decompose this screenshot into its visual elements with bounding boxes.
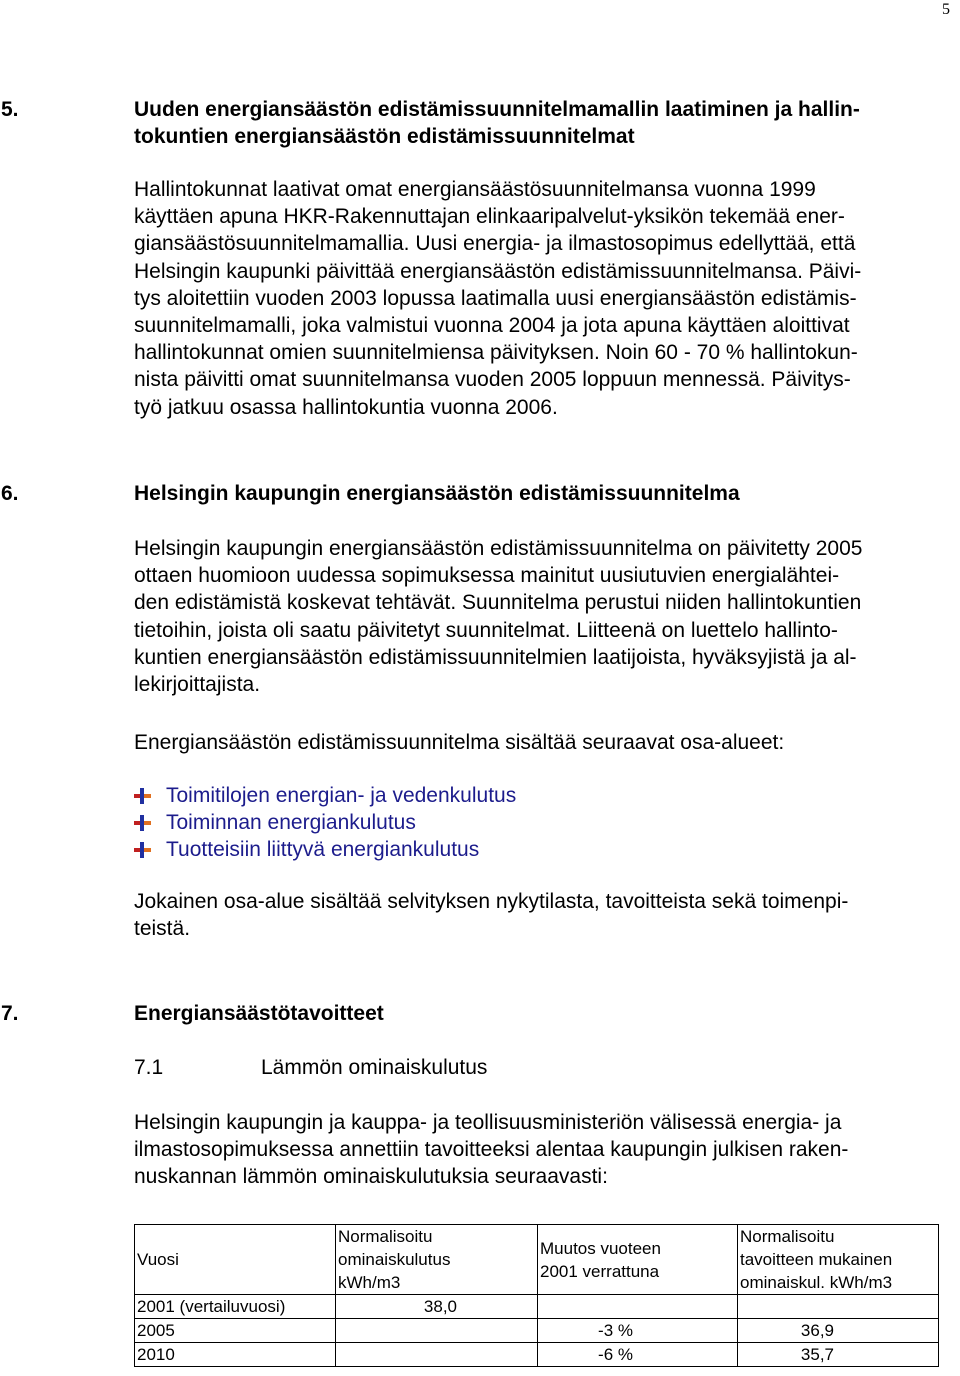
- subsection-number: 7.1: [134, 1056, 164, 1079]
- arrow-bullet-icon: [134, 815, 151, 831]
- heat-consumption-table: [134, 1224, 939, 1367]
- body-line: nista päivitti omat suunnitelmansa vuoden 2005 loppuun mennessä. Päivitys-: [134, 368, 851, 392]
- body-line: nuskannan lämmön ominaiskulutuksia seuraavasti:: [134, 1165, 608, 1189]
- table-cell: [738, 1295, 939, 1319]
- bullet-text: Tuotteisiin liittyvä energiankulutus: [166, 837, 480, 861]
- header-text: Vuosi: [137, 1250, 179, 1269]
- body-line: tys aloitettiin vuoden 2003 lopussa laatimalla uusi energiansäästön edistämis-: [134, 286, 857, 310]
- list-item: [134, 809, 516, 836]
- body-line: ilmastosopimuksessa annettiin tavoitteeksi alentaa kaupungin julkisen raken-: [134, 1138, 849, 1162]
- body-line: Helsingin kaupungin energiansäästön edistämissuunnitelma on päivitetty 2005: [134, 537, 863, 560]
- page-number: 5: [942, 1, 950, 18]
- header-text: 2001 verrattuna: [540, 1261, 660, 1281]
- table-header-cell: [538, 1225, 738, 1295]
- section5-title-line: tokuntien energiansäästön edistämissuunnitelmat: [134, 125, 635, 148]
- bullet-text: Toiminnan energiankulutus: [166, 810, 416, 834]
- body-line: suunnitelmamalli, joka valmistui vuonna 2004 ja jota apuna käyttäen aloittivat: [134, 314, 850, 338]
- table-header-cell: [336, 1225, 538, 1295]
- section6-title: Helsingin kaupungin energiansäästön edistämissuunnitelma: [134, 482, 740, 505]
- header-text: Normalisoitu: [740, 1227, 835, 1246]
- table-cell: 2001 (vertailuvuosi): [135, 1295, 336, 1319]
- table-cell: 36,9: [738, 1319, 939, 1343]
- section6-paragraph-2: Energiansäästön edistämissuunnitelma sisältää seuraavat osa-alueet:: [134, 731, 785, 754]
- arrow-bullet-icon: [134, 842, 151, 858]
- subsection-title: Lämmön ominaiskulutus: [261, 1056, 488, 1079]
- header-text: Normalisoitu: [338, 1227, 433, 1246]
- section7-paragraph: [134, 1109, 848, 1191]
- body-line: den edistämistä koskevat tehtävät. Suunnitelma perustui niiden hallintokuntien: [134, 591, 862, 615]
- bullet-text: Toimitilojen energian- ja vedenkulutus: [166, 783, 517, 807]
- section5-body: [134, 176, 861, 421]
- body-line: työ jatkuu osassa hallintokuntia vuonna 2006.: [134, 395, 558, 419]
- table-row: [135, 1319, 939, 1343]
- table-cell: 2010: [135, 1343, 336, 1367]
- table-cell: 35,7: [738, 1343, 939, 1367]
- table-cell: -6 %: [538, 1343, 738, 1367]
- section6-paragraph-1: [134, 535, 862, 698]
- table-row: [135, 1343, 939, 1367]
- body-line: Helsingin kaupungin ja kauppa- ja teollisuusministeriön välisessä energia- ja: [134, 1111, 842, 1134]
- section7-number: 7.: [1, 1002, 19, 1025]
- body-line: hallintokunnat omien suunnitelmiensa päivityksen. Noin 60 - 70 % hallintokun-: [134, 341, 858, 365]
- table-cell: 2005: [135, 1319, 336, 1343]
- section6-paragraph-3: [134, 888, 848, 942]
- section7-title: Energiansäästötavoitteet: [134, 1002, 384, 1025]
- arrow-bullet-icon: [134, 788, 151, 804]
- body-line: Hallintokunnat laativat omat energiansäästösuunnitelmansa vuonna 1999: [134, 178, 816, 201]
- header-text: ominaiskul. kWh/m3: [740, 1273, 893, 1292]
- body-line: kuntien energiansäästön edistämissuunnitelmien laatijoista, hyväksyjistä ja al-: [134, 645, 857, 669]
- body-line: Helsingin kaupunki päivittää energiansäästön edistämissuunnitelmansa. Päivi-: [134, 259, 862, 283]
- section6-number: 6.: [1, 482, 19, 505]
- table-row: [135, 1295, 939, 1319]
- table-header-row: [135, 1225, 939, 1295]
- header-text: Muutos vuoteen: [540, 1238, 661, 1258]
- body-line: ottaen huomioon uudessa sopimuksessa mainitut uusiutuvien energialähtei-: [134, 564, 840, 588]
- table-header-cell: [738, 1225, 939, 1295]
- list-item: [134, 782, 516, 809]
- list-item: [134, 836, 516, 863]
- section5-title-line: Uuden energiansäästön edistämissuunnitelmamallin laatiminen ja hallin-: [134, 98, 860, 121]
- table-cell: 38,0: [336, 1295, 538, 1319]
- table-header-cell: [135, 1225, 336, 1295]
- body-line: lekirjoittajista.: [134, 673, 261, 697]
- body-line: teistä.: [134, 917, 191, 941]
- table-cell: [336, 1343, 538, 1367]
- table-cell: [336, 1319, 538, 1343]
- section5-number: 5.: [1, 98, 19, 121]
- body-line: Jokainen osa-alue sisältää selvityksen nykytilasta, tavoitteista sekä toimenpi-: [134, 890, 849, 913]
- section5-title: [134, 96, 860, 150]
- header-text: ominaiskulutus: [338, 1250, 451, 1269]
- body-line: tietoihin, joista oli saatu päivitetyt suunnitelmat. Liitteenä on luettelo hallinto-: [134, 618, 838, 642]
- body-line: käyttäen apuna HKR-Rakennuttajan elinkaaripalvelut-yksikön tekemää ener-: [134, 205, 845, 229]
- header-text: kWh/m3: [338, 1273, 401, 1292]
- header-text: tavoitteen mukainen: [740, 1250, 893, 1269]
- area-bullet-list: [134, 782, 516, 863]
- table-cell: [538, 1295, 738, 1319]
- body-line: giansäästösuunnitelmamallia. Uusi energia- ja ilmastosopimus edellyttää, että: [134, 232, 856, 256]
- table-cell: -3 %: [538, 1319, 738, 1343]
